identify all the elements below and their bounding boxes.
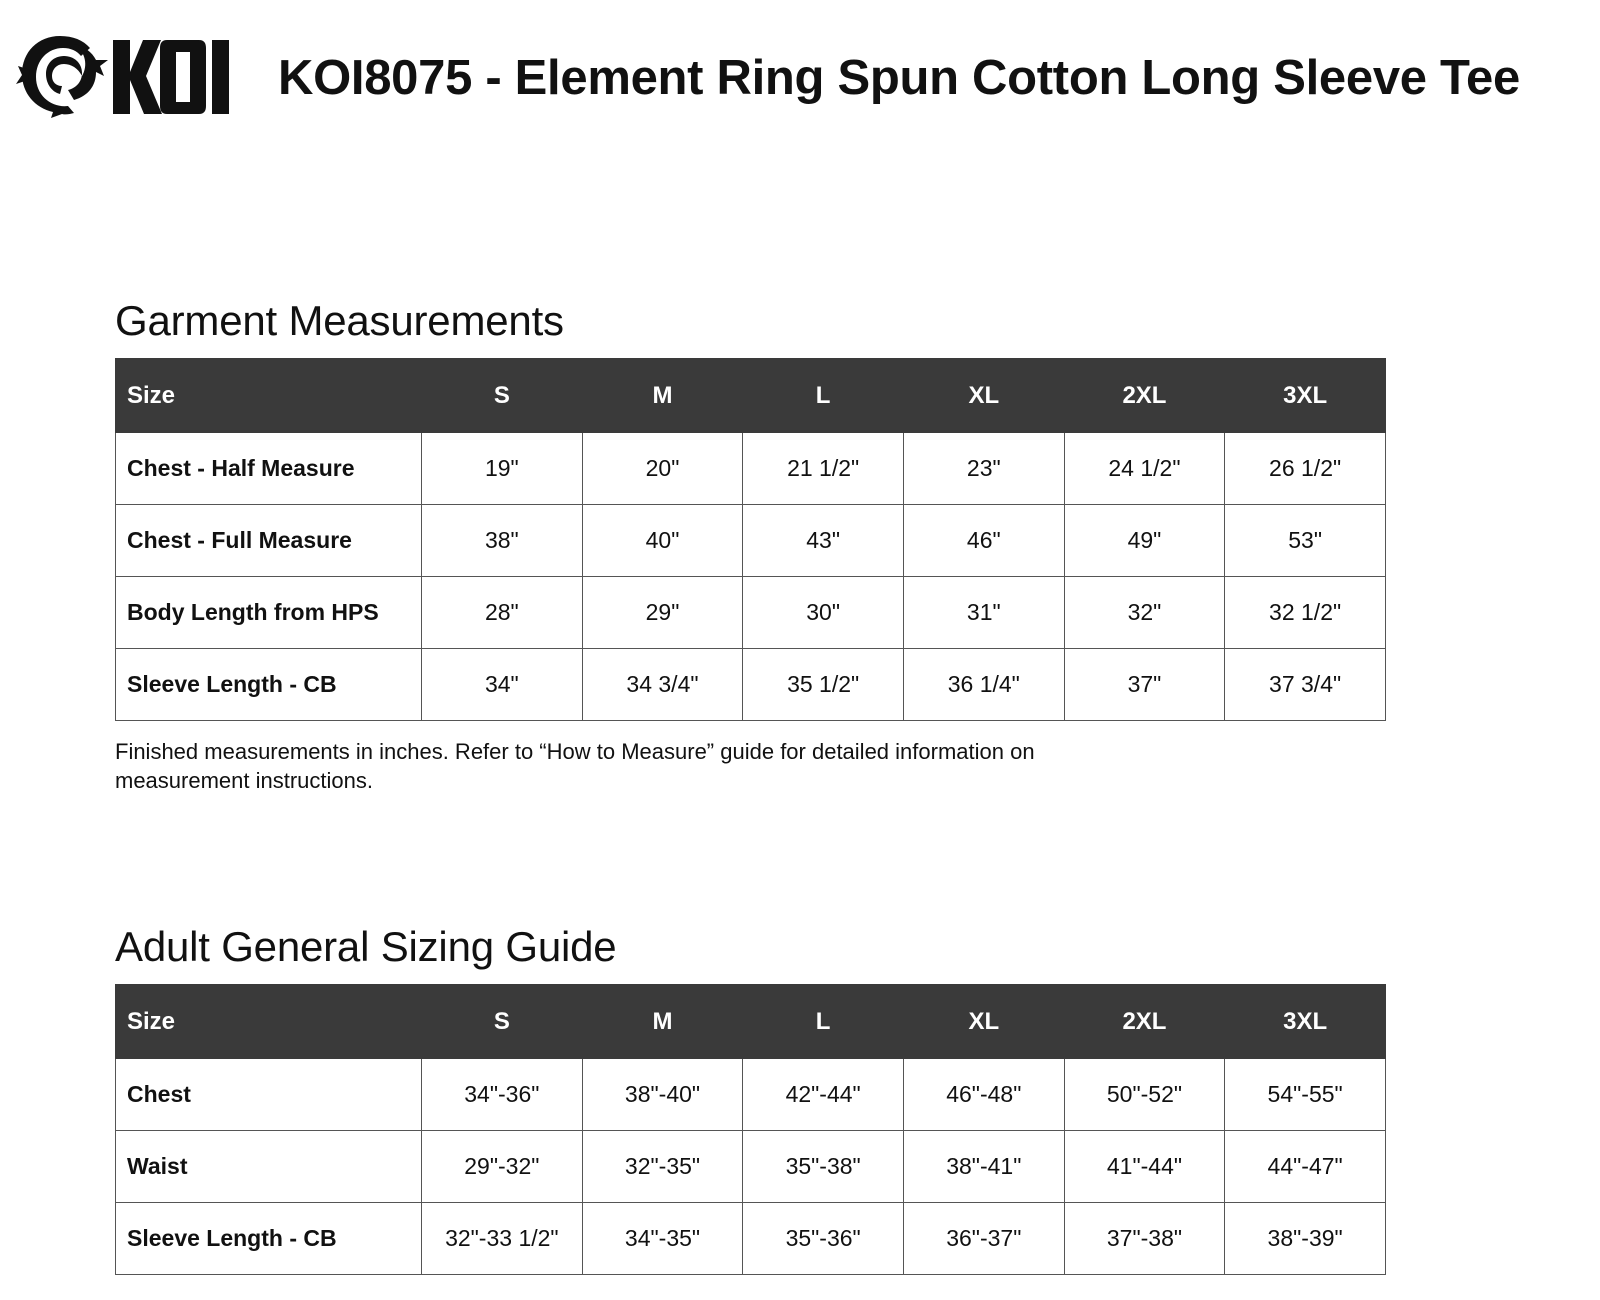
table-cell: 31" [903,577,1064,649]
table-cell: 37 3/4" [1225,649,1386,721]
row-label: Sleeve Length - CB [116,1203,422,1275]
koi-fish-logo-icon [16,30,231,122]
column-header-2xl: 2XL [1064,359,1225,433]
column-header-s: S [422,359,583,433]
sizing-guide-title: Adult General Sizing Guide [115,923,617,970]
table-row [116,1203,1386,1275]
sizing-guide-table [115,984,1386,1275]
table-row [116,577,1386,649]
page-title: KOI8075 - Element Ring Spun Cotton Long Sleeve Tee [278,51,1520,105]
table-cell: 36"-37" [903,1203,1064,1275]
table-row [116,649,1386,721]
koi-logo [16,30,231,122]
column-header-size: Size [116,359,422,433]
column-header-l: L [743,985,904,1059]
table-cell: 34" [422,649,583,721]
table-cell: 34 3/4" [582,649,743,721]
garment-measurements-title: Garment Measurements [115,297,564,344]
column-header-3xl: 3XL [1225,985,1386,1059]
table-cell: 32 1/2" [1225,577,1386,649]
table-cell: 30" [743,577,904,649]
table-cell: 26 1/2" [1225,433,1386,505]
table-cell: 43" [743,505,904,577]
table-row [116,1059,1386,1131]
table-cell: 40" [582,505,743,577]
table-row [116,433,1386,505]
row-label: Waist [116,1131,422,1203]
row-label: Body Length from HPS [116,577,422,649]
table-cell: 29" [582,577,743,649]
table-cell: 19" [422,433,583,505]
table-cell: 41"-44" [1064,1131,1225,1203]
table-cell: 35 1/2" [743,649,904,721]
column-header-s: S [422,985,583,1059]
column-header-size: Size [116,985,422,1059]
measurement-footnote: Finished measurements in inches. Refer to “How to Measure” guide for detailed information on measurement instructions. [115,739,1035,793]
table-cell: 32"-33 1/2" [422,1203,583,1275]
page-header [0,0,1600,150]
table-cell: 23" [903,433,1064,505]
table-cell: 35"-36" [743,1203,904,1275]
table-cell: 35"-38" [743,1131,904,1203]
garment-measurements-section [115,296,1385,795]
table-row [116,505,1386,577]
table-cell: 36 1/4" [903,649,1064,721]
row-label: Chest - Full Measure [116,505,422,577]
column-header-3xl: 3XL [1225,359,1386,433]
garment-measurements-table [115,358,1386,721]
table-cell: 44"-47" [1225,1131,1386,1203]
table-cell: 34"-36" [422,1059,583,1131]
table-header-row [116,359,1386,433]
row-label: Chest [116,1059,422,1131]
column-header-xl: XL [903,359,1064,433]
table-cell: 49" [1064,505,1225,577]
table-header-row [116,985,1386,1059]
column-header-l: L [743,359,904,433]
table-cell: 34"-35" [582,1203,743,1275]
column-header-m: M [582,359,743,433]
table-cell: 28" [422,577,583,649]
column-header-m: M [582,985,743,1059]
table-cell: 32" [1064,577,1225,649]
table-cell: 32"-35" [582,1131,743,1203]
table-cell: 38" [422,505,583,577]
row-label: Sleeve Length - CB [116,649,422,721]
table-row [116,1131,1386,1203]
table-cell: 38"-41" [903,1131,1064,1203]
table-cell: 50"-52" [1064,1059,1225,1131]
table-cell: 29"-32" [422,1131,583,1203]
table-cell: 46"-48" [903,1059,1064,1131]
table-cell: 53" [1225,505,1386,577]
table-cell: 42"-44" [743,1059,904,1131]
column-header-xl: XL [903,985,1064,1059]
table-cell: 38"-39" [1225,1203,1386,1275]
table-cell: 37"-38" [1064,1203,1225,1275]
table-cell: 24 1/2" [1064,433,1225,505]
table-cell: 37" [1064,649,1225,721]
sizing-guide-section [115,922,1385,1275]
table-cell: 21 1/2" [743,433,904,505]
column-header-2xl: 2XL [1064,985,1225,1059]
table-cell: 46" [903,505,1064,577]
row-label: Chest - Half Measure [116,433,422,505]
table-cell: 54"-55" [1225,1059,1386,1131]
table-cell: 20" [582,433,743,505]
table-cell: 38"-40" [582,1059,743,1131]
